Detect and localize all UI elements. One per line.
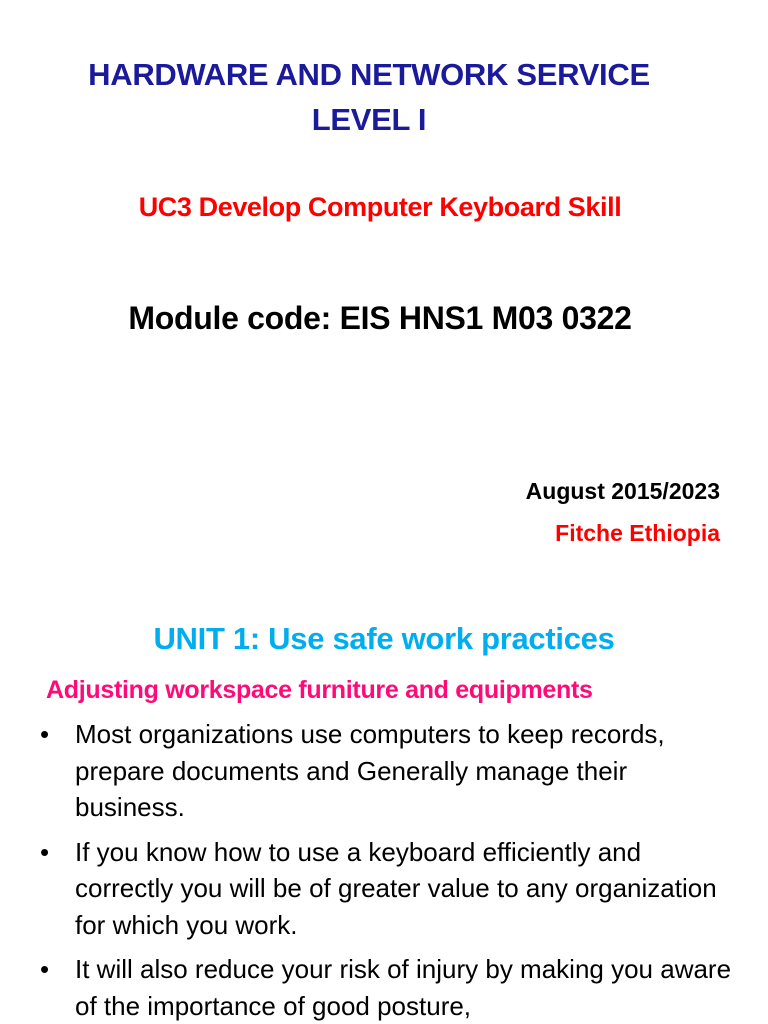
module-code: Module code: EIS HNS1 M03 0322 xyxy=(128,300,632,336)
document-place: Fitche Ethiopia xyxy=(555,520,720,546)
bullet-item xyxy=(40,716,740,826)
bullet-dot-icon: • xyxy=(40,719,50,749)
section-heading: Adjusting workspace furniture and equipments xyxy=(46,676,593,704)
unit-heading: UNIT 1: Use safe work practices xyxy=(153,621,615,656)
bullet-item xyxy=(40,951,740,1024)
page-title-line-1: HARDWARE AND NETWORK SERVICE xyxy=(88,57,650,92)
bullet-item xyxy=(40,834,740,944)
bullet-text: Most organizations use computers to keep records, prepare documents and Generally manage their business. xyxy=(75,719,665,822)
page-title-line-2: LEVEL I xyxy=(311,102,427,137)
bullet-list xyxy=(40,716,740,1024)
bullet-dot-icon: • xyxy=(40,836,50,867)
bullet-text: It will also reduce your risk of injury by making you aware of the importance of good posture, xyxy=(75,954,732,1021)
unit-subtitle: UC3 Develop Computer Keyboard Skill xyxy=(138,192,622,222)
bullet-text: If you know how to use a keyboard efficiently and correctly you will be of greater value to any organization for which you work. xyxy=(75,836,717,940)
document-date: August 2015/2023 xyxy=(525,478,720,504)
bullet-dot-icon: • xyxy=(40,954,50,984)
